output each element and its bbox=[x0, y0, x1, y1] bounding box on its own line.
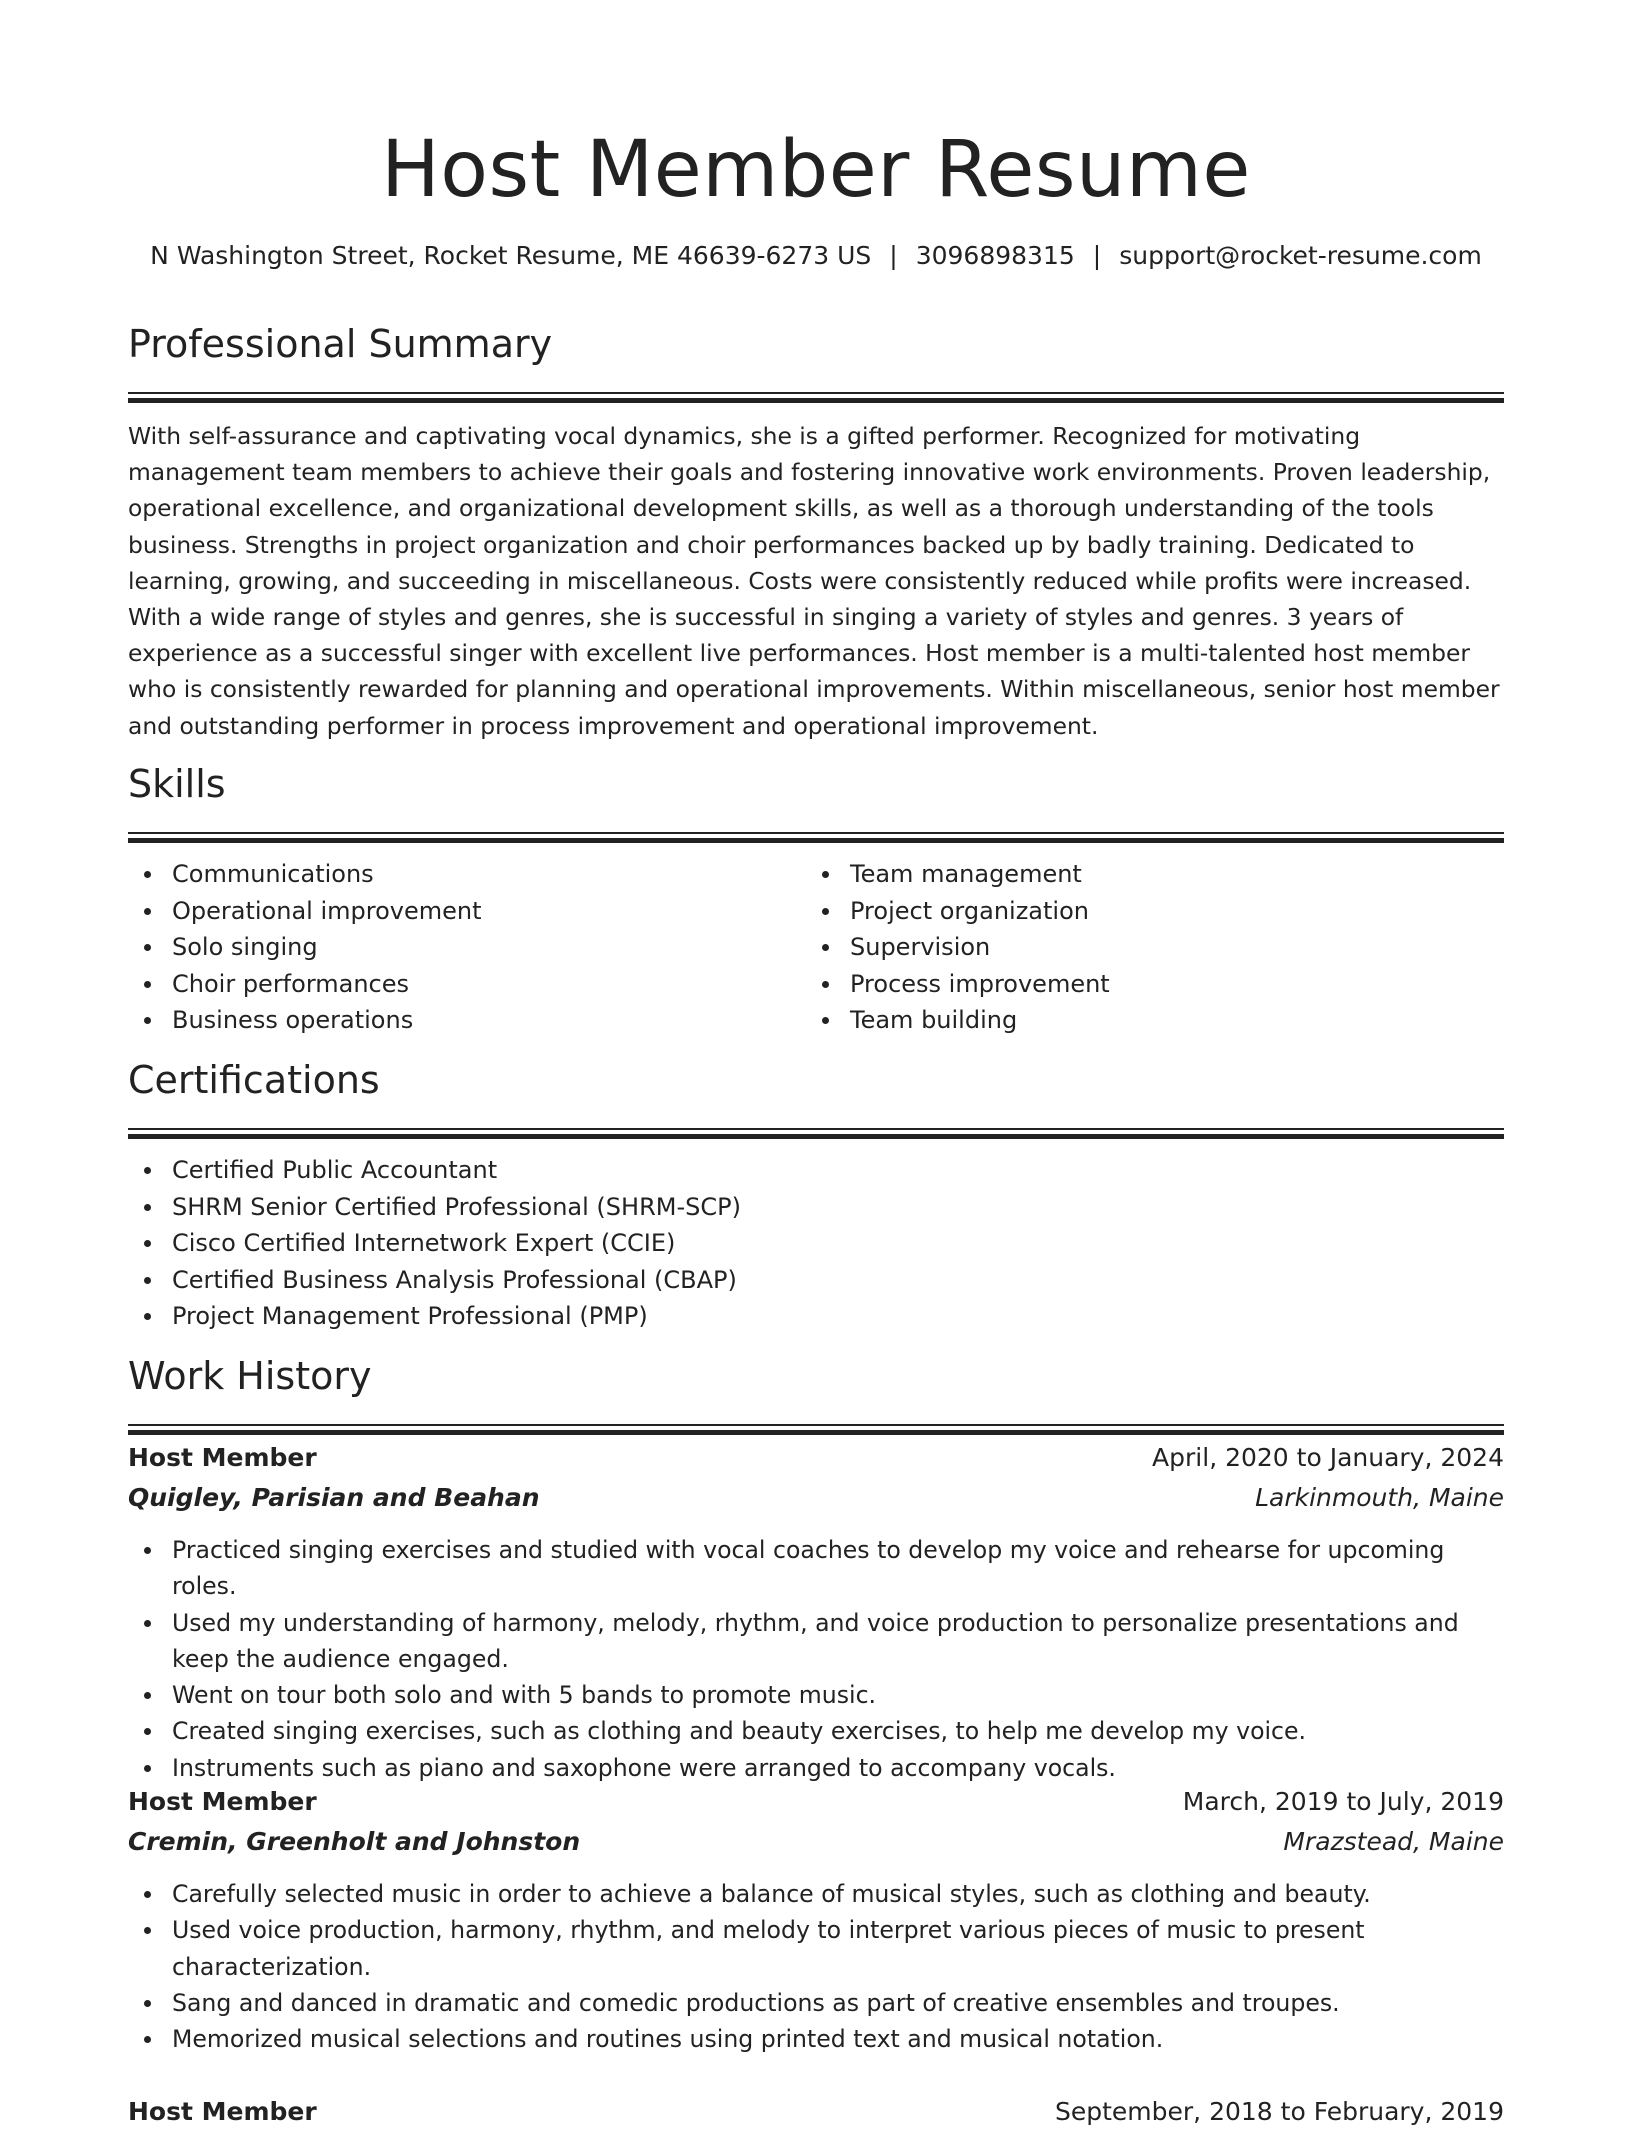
contact-email: support@rocket-resume.com bbox=[1119, 241, 1482, 270]
section-divider bbox=[128, 832, 1504, 844]
certification-item: SHRM Senior Certified Professional (SHRM-SCP) bbox=[128, 1189, 1504, 1226]
skill-item: Process improvement bbox=[806, 966, 1484, 1003]
job-duty: Instruments such as piano and saxophone were arranged to accompany vocals. bbox=[128, 1750, 1504, 1786]
certification-item: Certified Public Accountant bbox=[128, 1152, 1504, 1189]
certifications-list bbox=[128, 1152, 1504, 1335]
section-heading-work-history: Work History bbox=[128, 1354, 372, 1398]
contact-separator: | bbox=[889, 241, 898, 270]
section-divider bbox=[128, 392, 1504, 404]
work-entry bbox=[128, 1782, 1504, 2057]
skills-grid bbox=[128, 856, 1504, 1039]
skill-item: Team building bbox=[806, 1002, 1484, 1039]
job-location: Mrazstead, Maine bbox=[1283, 1827, 1504, 1856]
certification-item: Certified Business Analysis Professional (CBAP) bbox=[128, 1262, 1504, 1299]
contact-phone: 3096898315 bbox=[915, 241, 1075, 270]
job-duties-list bbox=[128, 1532, 1504, 1786]
job-title: Host Member bbox=[128, 1443, 317, 1472]
job-dates: March, 2019 to July, 2019 bbox=[1182, 1787, 1504, 1816]
section-heading-certifications: Certifications bbox=[128, 1058, 380, 1102]
section-heading-summary: Professional Summary bbox=[128, 322, 553, 366]
skill-item: Communications bbox=[128, 856, 806, 893]
job-duty: Used voice production, harmony, rhythm, and melody to interpret various pieces of music to present characterization. bbox=[128, 1912, 1504, 1985]
job-location: Larkinmouth, Maine bbox=[1255, 1483, 1504, 1512]
job-duty: Went on tour both solo and with 5 bands to promote music. bbox=[128, 1677, 1504, 1713]
job-duty: Used my understanding of harmony, melody, rhythm, and voice production to personalize presentations and keep the audience engaged. bbox=[128, 1605, 1504, 1678]
job-dates: April, 2020 to January, 2024 bbox=[1152, 1443, 1504, 1472]
job-duties-list bbox=[128, 1876, 1504, 2057]
job-duty: Sang and danced in dramatic and comedic productions as part of creative ensembles and troupes. bbox=[128, 1985, 1504, 2021]
section-divider bbox=[128, 1424, 1504, 1436]
contact-address: N Washington Street, Rocket Resume, ME 46639-6273 US bbox=[150, 241, 872, 270]
certifications-section bbox=[128, 1054, 1504, 1335]
resume-title: Host Member Resume bbox=[381, 125, 1251, 215]
skill-item: Team management bbox=[806, 856, 1484, 893]
professional-summary-section bbox=[128, 318, 1504, 744]
work-history-section bbox=[128, 1350, 1504, 1436]
skills-column-right bbox=[806, 856, 1484, 1039]
job-duty: Carefully selected music in order to achieve a balance of musical styles, such as clothing and beauty. bbox=[128, 1876, 1504, 1912]
job-dates: September, 2018 to February, 2019 bbox=[1055, 2097, 1504, 2126]
job-duty: Practiced singing exercises and studied with vocal coaches to develop my voice and rehearse for upcoming roles. bbox=[128, 1532, 1504, 1605]
certification-item: Project Management Professional (PMP) bbox=[128, 1298, 1504, 1335]
certification-item: Cisco Certified Internetwork Expert (CCIE) bbox=[128, 1225, 1504, 1262]
work-entry bbox=[128, 1438, 1504, 1786]
section-heading-skills: Skills bbox=[128, 762, 226, 806]
skill-item: Choir performances bbox=[128, 966, 806, 1003]
work-entry bbox=[128, 2092, 1504, 2132]
skill-item: Business operations bbox=[128, 1002, 806, 1039]
skill-item: Supervision bbox=[806, 929, 1484, 966]
job-title: Host Member bbox=[128, 1787, 317, 1816]
summary-text: With self-assurance and captivating vocal dynamics, she is a gifted performer. Recognized for motivating management team members to achieve their goals and fostering innovative work environments. Proven leadership, operational excellence, and organizational development skills, as well as a thorough understanding of the tools business. Strengths in project organization and choir performances backed up by badly training. Dedicated to learning, growing, and succeeding in miscellaneous. Costs were consistently reduced while profits were increased. With a wide range of styles and genres, she is successful in singing a variety of styles and genres. 3 years of experience as a successful singer with excellent live performances. Host member is a multi-talented host member who is consistently rewarded for planning and operational improvements. Within miscellaneous, senior host member and outstanding performer in process improvement and operational improvement. bbox=[128, 422, 1500, 740]
contact-separator: | bbox=[1092, 241, 1102, 270]
contact-line bbox=[128, 236, 1504, 276]
job-duty: Created singing exercises, such as clothing and beauty exercises, to help me develop my voice. bbox=[128, 1713, 1504, 1749]
skills-section bbox=[128, 758, 1504, 1039]
job-company: Cremin, Greenholt and Johnston bbox=[128, 1827, 581, 1856]
section-divider bbox=[128, 1128, 1504, 1140]
job-duty: Memorized musical selections and routines using printed text and musical notation. bbox=[128, 2021, 1504, 2057]
skill-item: Operational improvement bbox=[128, 893, 806, 930]
skills-column-left bbox=[128, 856, 806, 1039]
skill-item: Solo singing bbox=[128, 929, 806, 966]
job-title: Host Member bbox=[128, 2097, 317, 2126]
job-company: Quigley, Parisian and Beahan bbox=[128, 1483, 540, 1512]
skill-item: Project organization bbox=[806, 893, 1484, 930]
